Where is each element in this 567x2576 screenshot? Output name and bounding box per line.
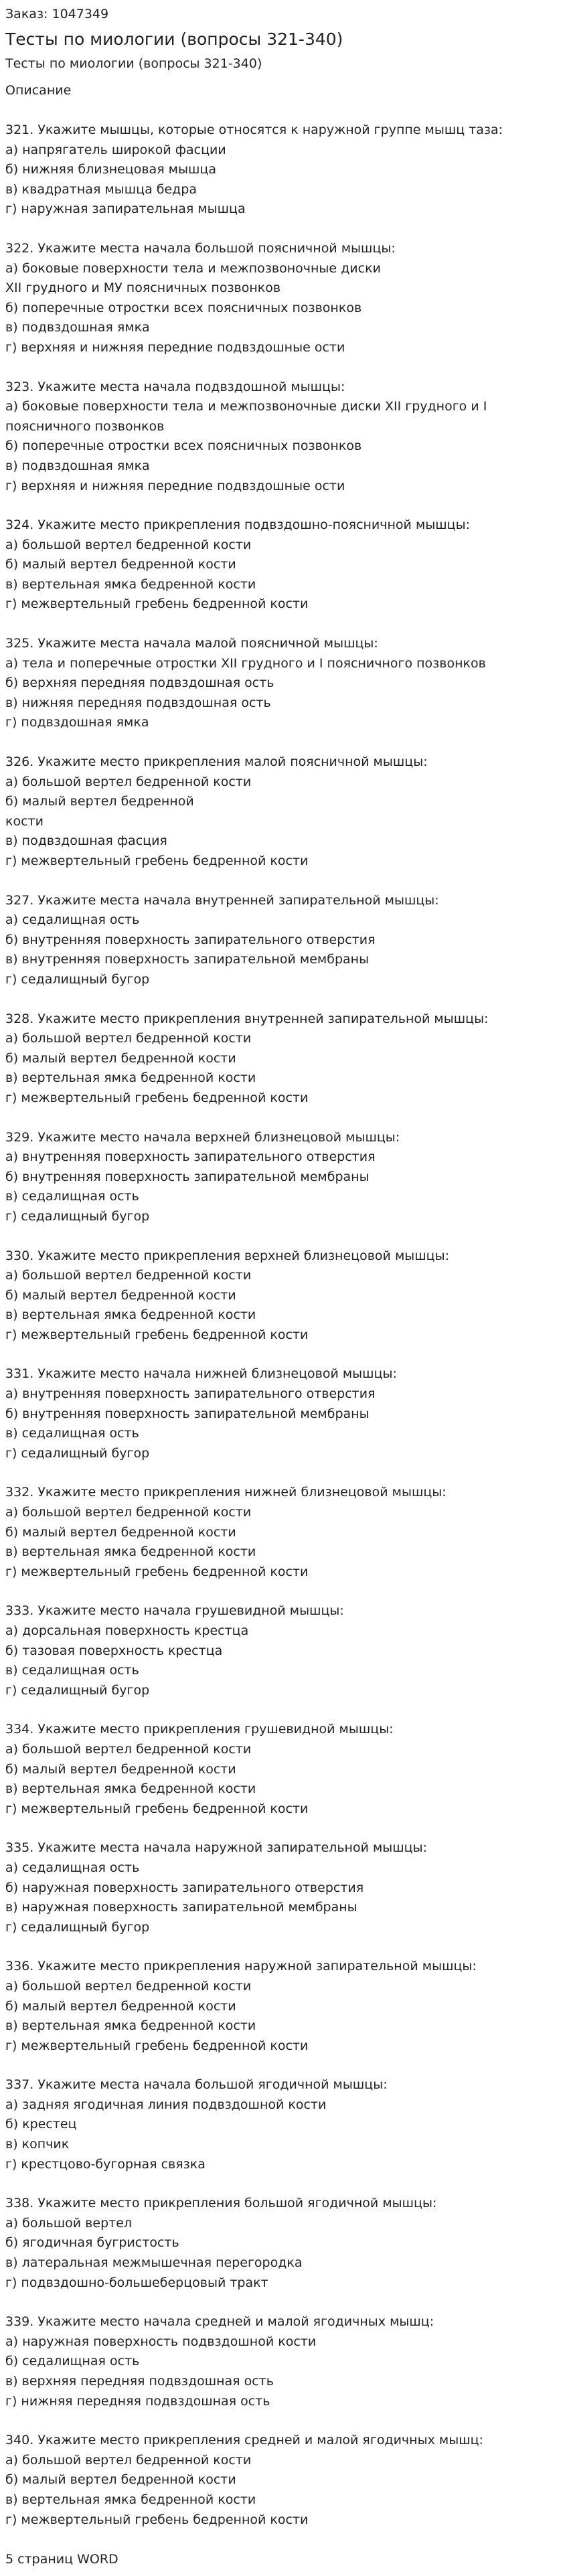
answer-option: г) межвертельный гребень бедренной кости bbox=[5, 596, 309, 612]
answer-option: б) малый вертел бедренной кости bbox=[5, 1998, 236, 2014]
page-title: Тесты по миологии (вопросы 321-340) bbox=[5, 29, 343, 49]
answer-option: б) тазовая поверхность крестца bbox=[5, 1643, 223, 1658]
answer-option: а) тела и поперечные отростки XII грудного и I поясничного позвонков bbox=[5, 655, 486, 671]
answer-option: а) боковые поверхности тела и межпозвоночные диски bbox=[5, 260, 381, 276]
answer-option: г) верхняя и нижняя передние подвздошные ости bbox=[5, 339, 345, 355]
answer-option: в) седалищная ость bbox=[5, 1426, 139, 1441]
question-block bbox=[5, 239, 562, 358]
question-block bbox=[5, 2075, 562, 2174]
answer-option: а) боковые поверхности тела и межпозвоночные диски XII грудного и I поясничного позвонков bbox=[5, 399, 487, 434]
question-text: 330. Укажите место прикрепления верхней близнецовой мышцы: bbox=[5, 1248, 449, 1263]
answer-option: г) седалищный бугор bbox=[5, 1208, 150, 1224]
answer-option: а) наружная поверхность подвздошной кости bbox=[5, 2334, 317, 2349]
answer-option: г) седалищный бугор bbox=[5, 1682, 150, 1698]
answer-option: г) межвертельный гребень бедренной кости bbox=[5, 854, 309, 868]
answer-option: б) нижняя близнецовая мышца bbox=[5, 162, 216, 177]
question-text: 338. Укажите место прикрепления большой ягодичной мышцы: bbox=[5, 2196, 437, 2211]
answer-option: в) внутренняя поверхность запирательной мембраны bbox=[5, 952, 370, 967]
question-text: 339. Укажите место начала средней и малой ягодичных мышц: bbox=[5, 2314, 434, 2330]
answer-option: а) большой вертел бедренной кости bbox=[5, 1978, 252, 1994]
answer-option: б) верхняя передняя подвздошная ость bbox=[5, 675, 274, 691]
page-count-footer: 5 страниц WORD bbox=[5, 2552, 118, 2567]
answer-option: г) нижняя передняя подвздошная ость bbox=[5, 2393, 270, 2409]
answer-option: г) межвертельный гребень бедренной кости bbox=[5, 1327, 309, 1342]
answer-option: г) седалищный бугор bbox=[5, 971, 150, 987]
answer-option: в) вертельная ямка бедренной кости bbox=[5, 1781, 256, 1797]
question-block bbox=[5, 1838, 562, 1937]
question-text: 332. Укажите место прикрепления нижней близнецовой мышцы: bbox=[5, 1485, 447, 1500]
question-block bbox=[5, 891, 562, 990]
answer-option: б) малый вертел бедренной кости bbox=[5, 1524, 236, 1540]
answer-option: б) малый вертел бедренной кости bbox=[5, 1050, 236, 1066]
question-text: 340. Укажите место прикрепления средней и малой ягодичных мышц: bbox=[5, 2433, 483, 2448]
question-text: 334. Укажите место прикрепления грушевидной мышцы: bbox=[5, 1722, 394, 1737]
answer-option: г) межвертельный гребень бедренной кости bbox=[5, 1564, 309, 1579]
answer-option: а) внутренняя поверхность запирательного отверстия bbox=[5, 1149, 376, 1165]
answer-option: в) вертельная ямка бедренной кости bbox=[5, 1307, 256, 1323]
question-text: 321. Укажите мышцы, которые относятся к наружной группе мышц таза: bbox=[5, 123, 503, 137]
question-block bbox=[5, 634, 562, 733]
question-text: 336. Укажите место прикрепления наружной запирательной мышцы: bbox=[5, 1959, 477, 1974]
answer-option: г) подвздошная ямка bbox=[5, 715, 149, 730]
answer-option: б) седалищная ость bbox=[5, 2354, 140, 2369]
answer-option: XII грудного и МУ поясничных позвонков bbox=[5, 280, 281, 296]
answer-option: а) большой вертел бедренной кости bbox=[5, 1505, 252, 1520]
answer-option: кости bbox=[5, 813, 44, 829]
answer-option: в) седалищная ость bbox=[5, 1663, 139, 1678]
answer-option: б) поперечные отростки всех поясничных позвонков bbox=[5, 438, 362, 454]
answer-option: в) подвздошная ямка bbox=[5, 320, 150, 335]
question-block bbox=[5, 515, 562, 615]
answer-option: г) верхняя и нижняя передние подвздошные ости bbox=[5, 478, 345, 493]
answer-option: а) большой вертел бедренной кости bbox=[5, 2452, 252, 2468]
answer-option: в) вертельная ямка бедренной кости bbox=[5, 2018, 256, 2034]
answer-option: г) подвздошно-большеберцовый тракт bbox=[5, 2275, 268, 2290]
answer-option: в) наружная поверхность запирательной мембраны bbox=[5, 1900, 357, 1915]
answer-option: в) вертельная ямка бедренной кости bbox=[5, 1070, 256, 1086]
question-text: 322. Укажите места начала большой поясничной мышцы: bbox=[5, 240, 396, 256]
answer-option: г) межвертельный гребень бедренной кости bbox=[5, 2512, 309, 2527]
question-block bbox=[5, 1128, 562, 1227]
answer-option: б) внутренняя поверхность запирательной мембраны bbox=[5, 1169, 370, 1184]
answer-option: г) межвертельный гребень бедренной кости bbox=[5, 1090, 309, 1105]
answer-option: а) большой вертел bbox=[5, 2215, 133, 2231]
question-block bbox=[5, 120, 562, 220]
answer-option: в) нижняя передняя подвздошная ость bbox=[5, 695, 271, 710]
answer-option: г) седалищный бугор bbox=[5, 1919, 150, 1935]
question-block bbox=[5, 2312, 562, 2411]
answer-option: г) межвертельный гребень бедренной кости bbox=[5, 1801, 309, 1816]
question-block bbox=[5, 2431, 562, 2530]
answer-option: в) верхняя передняя подвздошная ость bbox=[5, 2374, 274, 2389]
answer-option: в) вертельная ямка бедренной кости bbox=[5, 2492, 256, 2507]
question-text: 327. Укажите места начала внутренней запирательной мышцы: bbox=[5, 892, 439, 908]
answer-option: а) напрягатель широкой фасции bbox=[5, 142, 226, 157]
description-heading: Описание bbox=[5, 83, 72, 98]
question-text: 325. Укажите места начала малой поясничной мышцы: bbox=[5, 636, 378, 651]
questions-list bbox=[5, 120, 562, 2530]
question-block bbox=[5, 1483, 562, 1582]
question-block bbox=[5, 1957, 562, 2056]
answer-option: б) малый вертел бедренной кости bbox=[5, 2472, 236, 2488]
page-subtitle: Тесты по миологии (вопросы 321-340) bbox=[5, 56, 262, 71]
answer-option: б) внутренняя поверхность запирательного отверстия bbox=[5, 932, 376, 947]
answer-option: г) межвертельный гребень бедренной кости bbox=[5, 2038, 309, 2053]
question-text: 333. Укажите место начала грушевидной мышцы: bbox=[5, 1603, 344, 1619]
answer-option: б) крестец bbox=[5, 2117, 77, 2132]
answer-option: б) малый вертел бедренной кости bbox=[5, 557, 236, 572]
answer-option: в) латеральная межмышечная перегородка bbox=[5, 2255, 303, 2271]
answer-option: б) ягодичная бугристость bbox=[5, 2235, 179, 2251]
question-text: 335. Укажите места начала наружной запирательной мышцы: bbox=[5, 1840, 428, 1856]
answer-option: б) поперечные отростки всех поясничных позвонков bbox=[5, 300, 362, 315]
question-block bbox=[5, 1364, 562, 1463]
answer-option: а) внутренняя поверхность запирательного отверстия bbox=[5, 1386, 376, 1402]
answer-option: а) седалищная ость bbox=[5, 912, 140, 928]
question-text: 326. Укажите место прикрепления малой поясничной мышцы: bbox=[5, 754, 428, 770]
answer-option: б) малый вертел бедренной кости bbox=[5, 1761, 236, 1777]
question-block bbox=[5, 752, 562, 872]
question-block bbox=[5, 378, 562, 497]
question-text: 324. Укажите место прикрепления подвздошно-поясничной мышцы: bbox=[5, 517, 471, 533]
answer-option: а) большой вертел бедренной кости bbox=[5, 774, 252, 789]
answer-option: в) подвздошная фасция bbox=[5, 833, 167, 849]
answer-option: а) большой вертел бедренной кости bbox=[5, 1031, 252, 1046]
order-number: Заказ: 1047349 bbox=[5, 7, 109, 21]
answer-option: г) наружная запирательная мышца bbox=[5, 202, 246, 217]
answer-option: б) внутренняя поверхность запирательной мембраны bbox=[5, 1406, 370, 1421]
answer-option: г) крестцово-бугорная связка bbox=[5, 2156, 206, 2172]
question-text: 337. Укажите места начала большой ягодичной мышцы: bbox=[5, 2077, 388, 2093]
question-block bbox=[5, 1246, 562, 1346]
answer-option: в) подвздошная ямка bbox=[5, 458, 150, 473]
question-block bbox=[5, 1601, 562, 1700]
answer-option: в) копчик bbox=[5, 2137, 70, 2152]
question-text: 331. Укажите место начала нижней близнецовой мышцы: bbox=[5, 1366, 397, 1382]
answer-option: а) большой вертел бедренной кости bbox=[5, 537, 252, 552]
answer-option: в) квадратная мышца бедра bbox=[5, 181, 197, 197]
answer-option: б) наружная поверхность запирательного отверстия bbox=[5, 1880, 364, 1895]
answer-option: в) вертельная ямка бедренной кости bbox=[5, 576, 256, 592]
question-text: 329. Укажите место начала верхней близнецовой мышцы: bbox=[5, 1129, 400, 1145]
answer-option: г) седалищный бугор bbox=[5, 1445, 150, 1461]
question-text: 328. Укажите место прикрепления внутренней запирательной мышцы: bbox=[5, 1011, 489, 1026]
answer-option: а) большой вертел бедренной кости bbox=[5, 1741, 252, 1757]
answer-option: в) седалищная ость bbox=[5, 1189, 139, 1204]
answer-option: б) малый вертел бедренной bbox=[5, 794, 194, 809]
answer-option: в) вертельная ямка бедренной кости bbox=[5, 1544, 256, 1560]
answer-option: а) большой вертел бедренной кости bbox=[5, 1268, 252, 1283]
question-block bbox=[5, 2194, 562, 2293]
question-text: 323. Укажите места начала подвздошной мышцы: bbox=[5, 379, 345, 394]
answer-option: а) задняя ягодичная линия подвздошной кости bbox=[5, 2097, 327, 2112]
question-block bbox=[5, 1720, 562, 1819]
answer-option: б) малый вертел бедренной кости bbox=[5, 1287, 236, 1303]
answer-option: а) седалищная ость bbox=[5, 1860, 140, 1875]
answer-option: а) дорсальная поверхность крестца bbox=[5, 1623, 249, 1638]
question-block bbox=[5, 1010, 562, 1109]
